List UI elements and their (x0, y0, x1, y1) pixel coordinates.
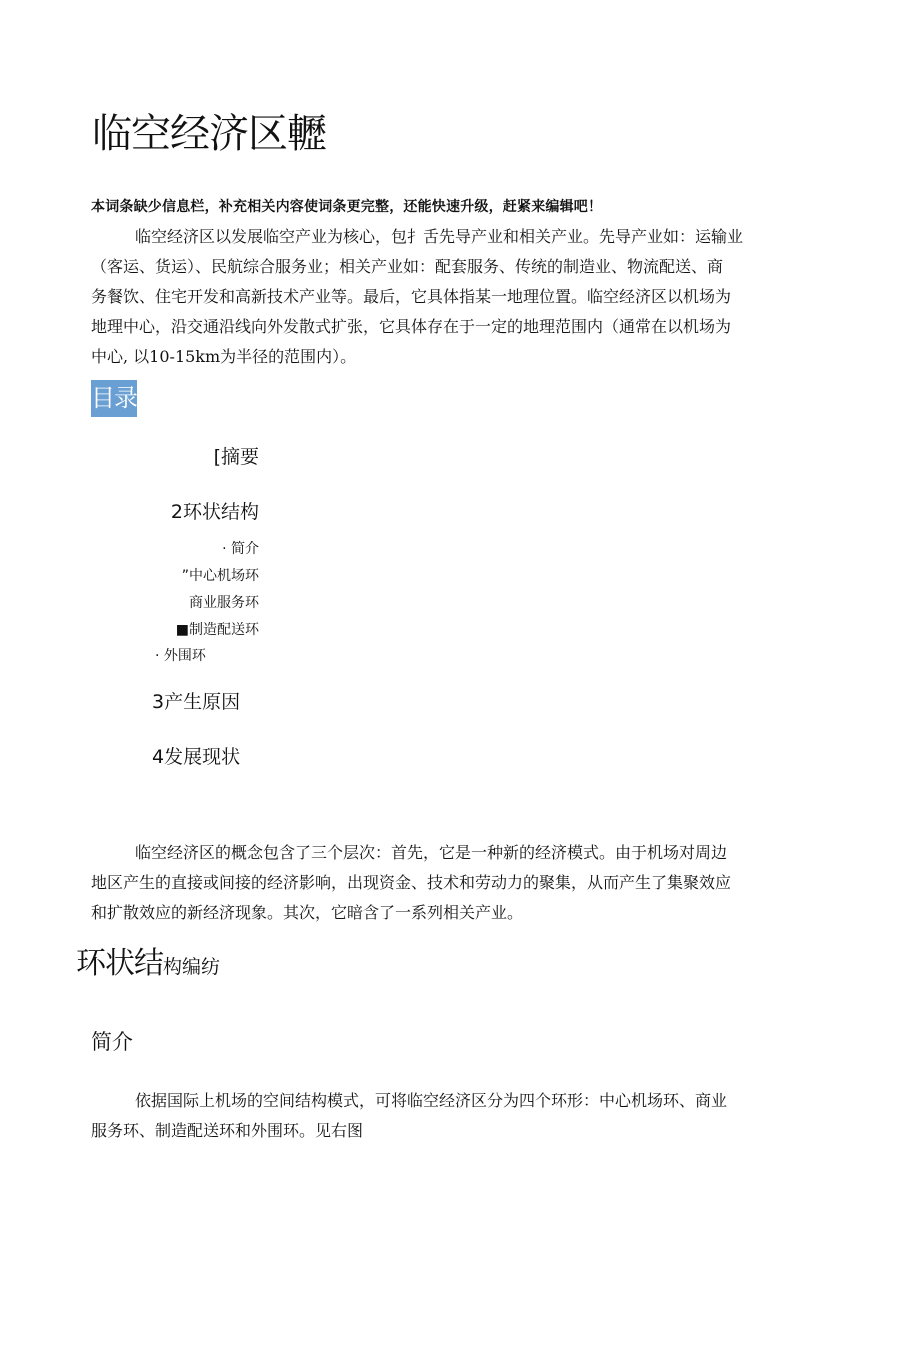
toc-item-causes[interactable]: 3产生原因 (152, 691, 241, 713)
page-title: 临空经济区轣 (92, 111, 326, 157)
intro-section-line: 依据国际上机场的空间结构模式，可将临空经济区分为四个环形：中心机场环、商业 (135, 1091, 728, 1110)
toc-item-intro[interactable]: · 简介 (222, 541, 259, 557)
section-title-main: 环状结 (76, 946, 163, 981)
toc-item-central-airport-ring[interactable]: ”中心机场环 (181, 568, 259, 584)
toc-item-status[interactable]: 4发展现状 (152, 746, 241, 768)
intro-line: 地理中心，沿交通沿线向外发散式扩张，它具体存在于一定的地理范围内（通常在以机场为 (91, 317, 732, 336)
toc-item-outer-ring[interactable]: · 外围环 (155, 648, 206, 664)
toc-item-commercial-service-ring[interactable]: 商业服务环 (189, 595, 259, 611)
intro-line: （客运、货运）、民航综合服务业；相关产业如：配套服务、传统的制造业、物流配送、商 (91, 257, 724, 276)
intro-line: 务餐饮、住宅开发和高新技术产业等。最后，它具体指某一地理位置。临空经济区以机场为 (91, 287, 732, 306)
toc-item-summary[interactable]: [摘要 (213, 446, 259, 468)
intro-line: 中心, 以10-15km为半径的范围内）。 (91, 347, 357, 366)
toc-item-ring-structure[interactable]: 2环状结构 (170, 501, 259, 523)
section-title-ring-structure (76, 938, 220, 982)
intro-line: 临空经济区以发展临空产业为核心，包扌舌先导产业和相关产业。先导产业如：运输业 (135, 227, 744, 246)
intro-section-line: 服务环、制造配送环和外围环。见右图 (91, 1121, 364, 1140)
toc-item-manufacturing-ring[interactable]: ■制造配送环 (175, 622, 259, 638)
subsection-title-intro: 简介 (91, 1030, 133, 1054)
section-title-suffix: 构编纺 (163, 956, 221, 978)
toc-heading: 目录 (91, 380, 137, 417)
summary-line: 临空经济区的概念包含了三个层次：首先，它是一种新的经济模式。由于机场对周边 (135, 843, 728, 862)
summary-line: 地区产生的直接或间接的经济影响，出现资金、技术和劳动力的聚集，从而产生了集聚效应 (91, 873, 732, 892)
missing-info-notice: 本词条缺少信息栏，补充相关内容使词条更完整，还能快速升级，赶紧来编辑吧！ (91, 199, 603, 215)
summary-line: 和扩散效应的新经济现象。其次，它暗含了一系列相关产业。 (91, 903, 524, 922)
